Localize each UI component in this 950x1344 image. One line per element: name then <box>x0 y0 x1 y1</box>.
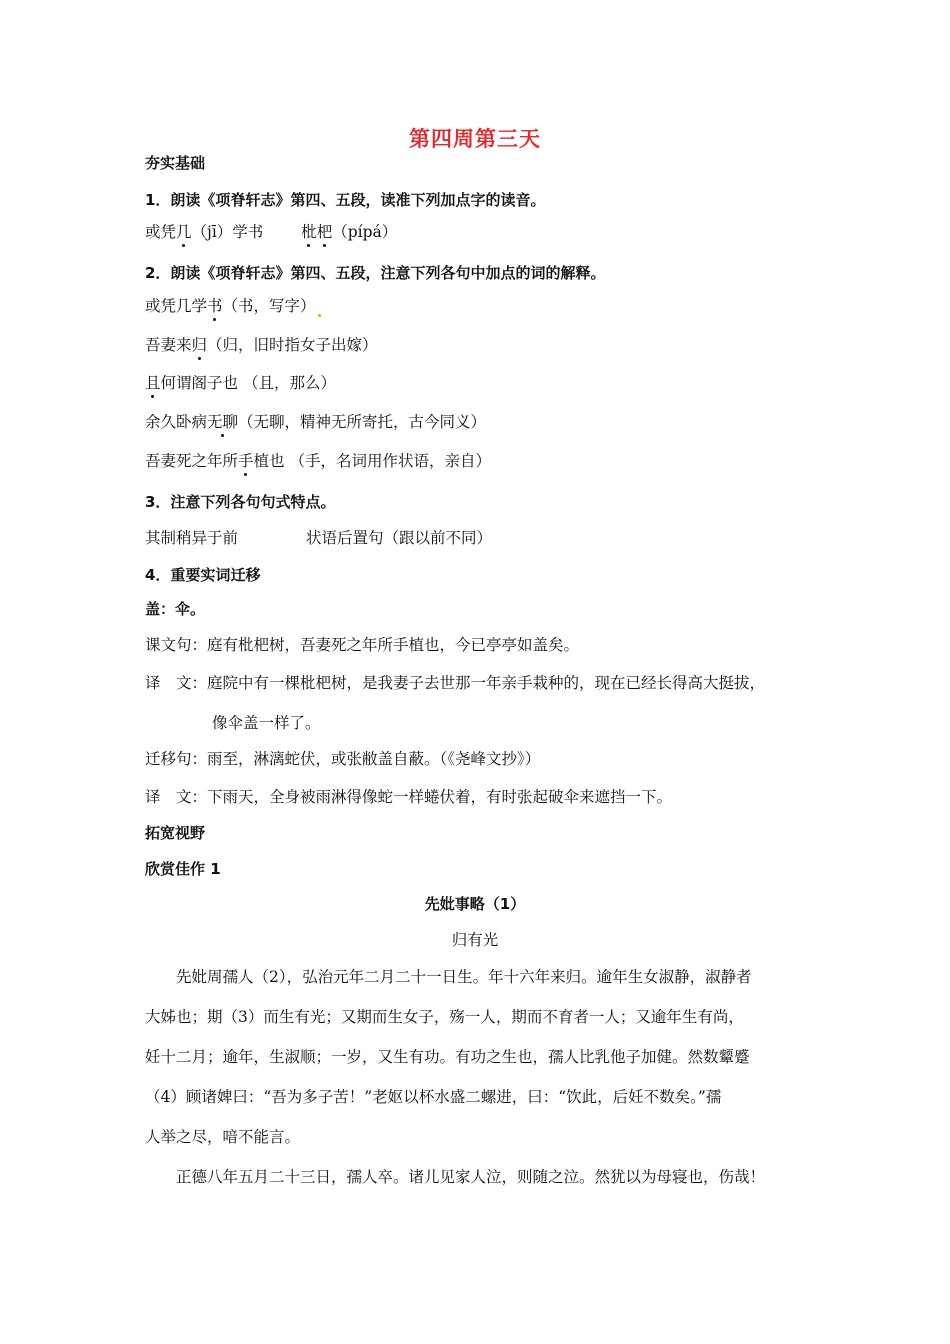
section-heading-appreciation: 欣赏佳作 1 <box>145 860 221 878</box>
q1-dotted-char-pi: 枇 <box>301 223 317 241</box>
q2-item-explanation: （书，写字） <box>222 297 316 315</box>
q2-item-dotted-word: 手 <box>238 452 254 470</box>
q3-note: 状语后置句（跟以前不同） <box>306 529 493 547</box>
q2-item-explanation: （归，旧时指女子出嫁） <box>207 336 378 354</box>
q2-item-explanation: 何谓阁子也 （且，那么） <box>160 374 336 392</box>
yellow-mark <box>318 314 321 317</box>
q1-text-a-rest: （jī）学书 <box>191 223 264 241</box>
q2-item-explanation: 植也 （手，名词用作状语，亲自） <box>253 452 491 470</box>
article-paragraph-line: 正德八年五月二十三日，孺人卒。诸儿见家人泣，则随之泣。然犹以为母寝也，伤哉！ <box>176 1168 766 1186</box>
q4-word: 盖：伞。 <box>145 600 206 618</box>
q4-transfer-label: 迁移句： <box>145 750 208 768</box>
q4-translation-line <box>145 672 825 694</box>
question-1-heading: 1．朗读《项脊轩志》第四、五段，读准下列加点字的读音。 <box>145 191 546 209</box>
q2-item-text: 或凭几学 <box>145 297 208 315</box>
question-4-heading: 4．重要实词迁移 <box>145 566 261 584</box>
article-title: 先妣事略（1） <box>424 895 526 913</box>
q2-item-dotted-word: 且 <box>145 374 161 392</box>
q1-dotted-char-ji: 几 <box>176 223 192 241</box>
q4-transfer-sentence: 雨至，淋漓蛇伏，或张敝盖自蔽。（《尧峰文抄》） <box>207 750 541 768</box>
q4-transfer-translation-label: 译 文： <box>145 788 208 806</box>
q4-translation-label: 译 文： <box>145 674 208 692</box>
question-1-pronunciation-line <box>145 221 825 243</box>
q4-text-label: 课文句： <box>145 636 208 654</box>
q4-translation-continued: 像伞盖一样了。 <box>212 714 321 732</box>
q1-text-a: 或凭 <box>145 223 177 241</box>
q2-item-dotted-word: 无聊 <box>207 413 239 431</box>
q2-item-text: 吾妻来 <box>145 336 192 354</box>
article-author: 归有光 <box>451 931 499 949</box>
q2-item-text: 吾妻死之年所 <box>145 452 239 470</box>
section-heading-foundation: 夯实基础 <box>145 154 206 172</box>
q2-item <box>145 295 825 317</box>
q2-item-text: 余久卧病 <box>145 413 208 431</box>
q1-dotted-char-pa: 杷 <box>316 223 333 241</box>
q2-item <box>145 411 825 433</box>
q2-item-dotted-word: 书 <box>207 297 223 315</box>
article-paragraph-line: （4）顾诸婢曰：“吾为多子苦！”老妪以杯水盛二螺进，曰：“饮此，后妊不数矣。”孺 <box>145 1088 722 1106</box>
q4-transfer-line <box>145 748 825 770</box>
q4-text: 庭有枇杷树，吾妻死之年所手植也，今已亭亭如盖矣。 <box>207 636 580 654</box>
q4-transfer-translation-line <box>145 786 825 808</box>
article-paragraph-line: 人举之尽，喑不能言。 <box>145 1128 301 1146</box>
article-paragraph-line: 妊十二月；逾年，生淑顺；一岁，又生有功。有功之生也，孺人比乳他子加健。然数颦蹙 <box>145 1048 750 1066</box>
q3-sentence-line <box>145 527 825 549</box>
q4-translation: 庭院中有一棵枇杷树，是我妻子去世那一年亲手栽种的，现在已经长得高大挺拔， <box>207 674 766 692</box>
question-2-heading: 2．朗读《项脊轩志》第四、五段，注意下列各句中加点的词的解释。 <box>145 264 606 282</box>
q2-item <box>145 334 825 356</box>
q2-item-dotted-word: 归 <box>191 336 208 354</box>
q2-item-explanation: （无聊，精神无所寄托，古今同义） <box>238 413 487 431</box>
q4-transfer-translation: 下雨天，全身被雨淋得像蛇一样蜷伏着，有时张起破伞来遮挡一下。 <box>207 788 673 806</box>
q3-sentence: 其制稍异于前 <box>145 529 239 547</box>
section-heading-broaden: 拓宽视野 <box>145 824 206 842</box>
q1-text-b-rest: （pípá） <box>332 223 398 241</box>
q4-text-line <box>145 634 825 656</box>
article-paragraph-line: 大姊也；期（3）而生有光；又期而生女子，殇一人，期而不育者一人；又逾年生有尚， <box>145 1008 744 1026</box>
q2-item <box>145 372 825 394</box>
question-3-heading: 3．注意下列各句句式特点。 <box>145 493 336 511</box>
q2-item <box>145 450 825 472</box>
page-title: 第四周第三天 <box>409 127 541 151</box>
article-paragraph-line: 先妣周孺人（2），弘治元年二月二十一日生。年十六年来归。逾年生女淑静，淑静者 <box>176 968 752 986</box>
